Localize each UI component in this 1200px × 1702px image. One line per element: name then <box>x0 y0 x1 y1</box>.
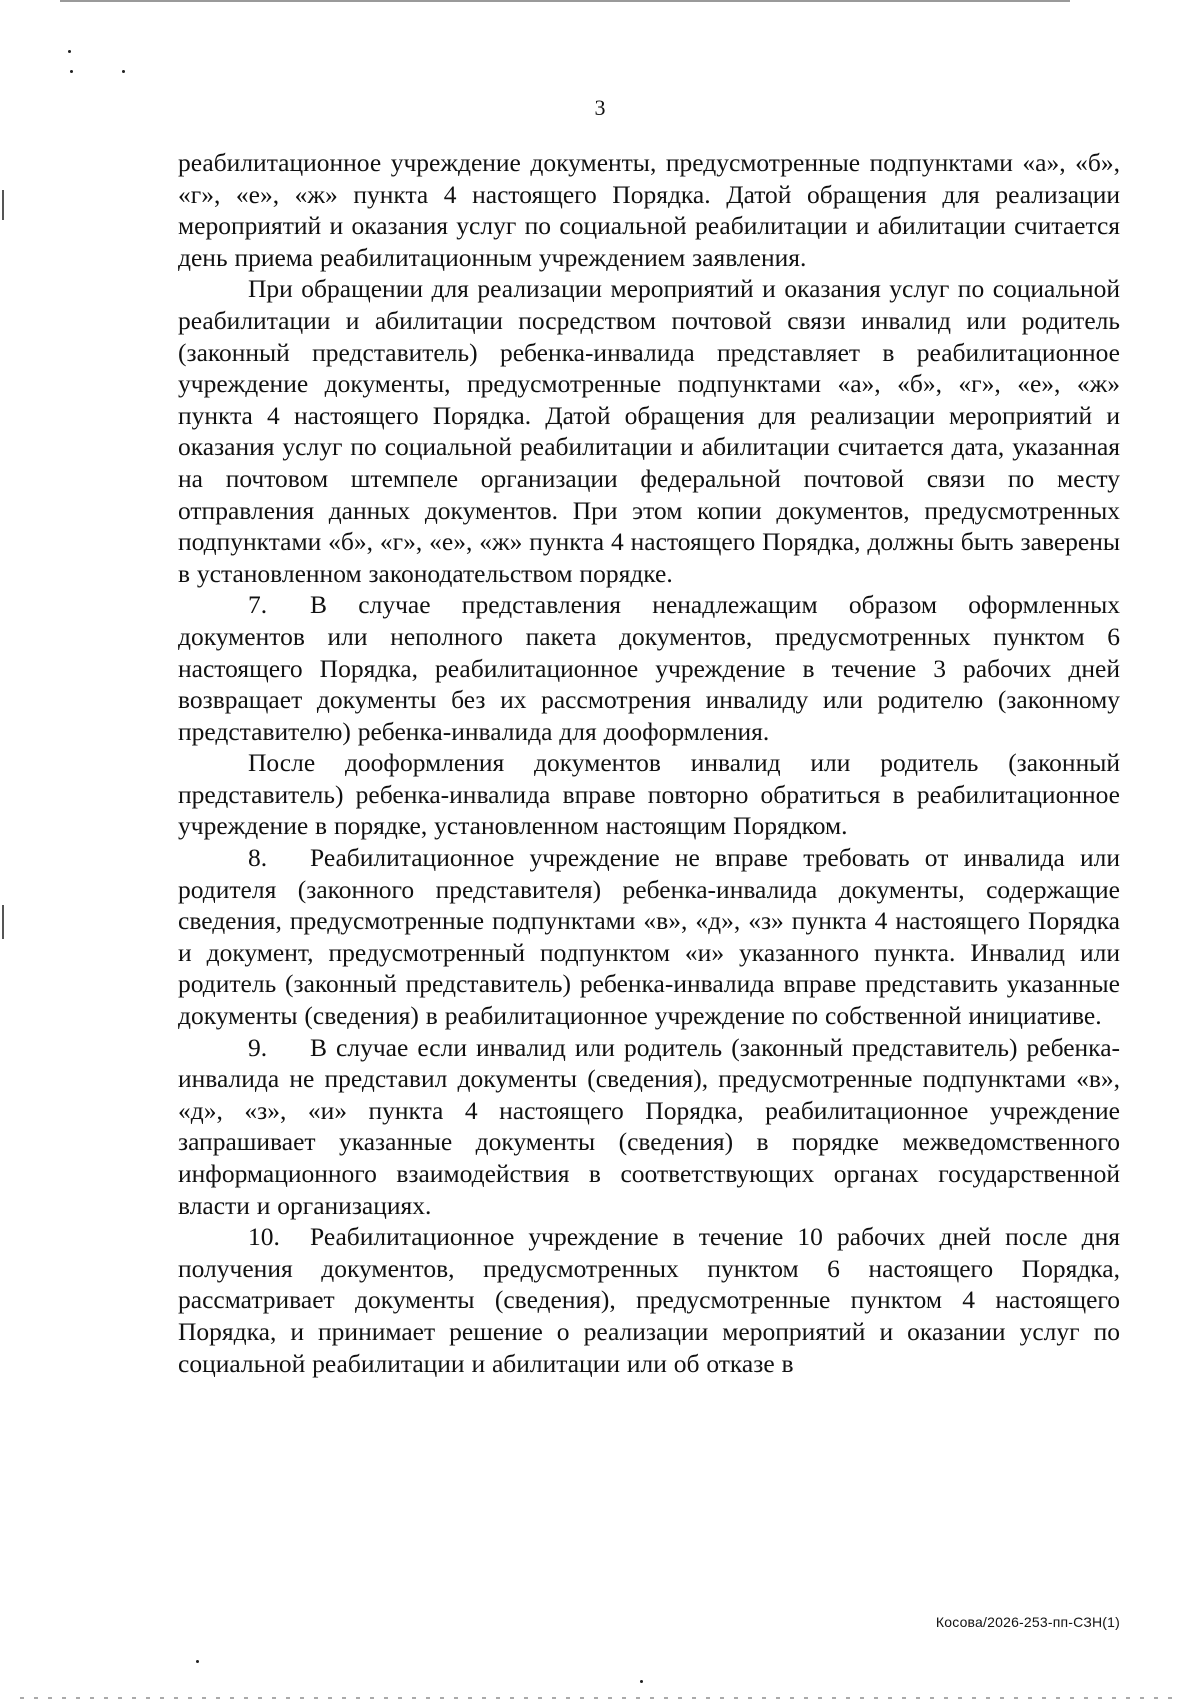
scan-speck <box>640 1680 643 1683</box>
top-border-line <box>60 0 1070 2</box>
paragraph-text: При обращении для реализации мероприятий и оказания услуг по социальной реабилитации и абилитации посредством почтовой связи инвалид или родитель (законный представитель) ребенка-инвалида представляет в реабилитационное учреждение документы, предусмотренные подпунктами «а», «б», «г», «е», «ж» пункта 4 настоящего Порядка. Датой обращения для реализации мероприятий и оказания услуг по социальной реабилитации и абилитации считается дата, указанная на почтовом штемпеле организации федеральной почтовой связи по месту отправления данных документов. При этом копии документов, предусмотренных подпунктами «б», «г», «е», «ж» пункта 4 настоящего Порядка, должны быть заверены в установленном законодательством порядке. <box>178 274 1120 588</box>
scan-bottom-noise <box>20 1697 1180 1699</box>
numbered-paragraph-9 <box>178 1032 1120 1222</box>
paragraph-text: Реабилитационное учреждение не вправе требовать от инвалида или родителя (законного представителя) ребенка-инвалида документы, содержащие сведения, предусмотренные подпунктами «в», «д», «з» пункта 4 настоящего Порядка и документ, предусмотренный подпунктом «и» указанного пункта. Инвалид или родитель (законный представитель) ребенка-инвалида вправе представить указанные документы (сведения) в реабилитационное учреждение по собственной инициативе. <box>178 843 1120 1031</box>
paragraph-number: 9. <box>248 1032 268 1062</box>
paragraph-text: После дооформления документов инвалид или родитель (законный представитель) ребенка-инвалида вправе повторно обратиться в реабилитационное учреждение в порядке, установленном настоящим Порядком. <box>178 748 1120 841</box>
paragraph-text: В случае если инвалид или родитель (законный представитель) ребенка-инвалида не представил документы (сведения), предусмотренные подпунктами «в», «д», «з», «и» пункта 4 настоящего Порядка, реабилитационное учреждение запрашивает указанные документы (сведения) в порядке межведомственного информационного взаимодействия в соответствующих органах государственной власти и организациях. <box>178 1032 1120 1220</box>
paragraph-number: 10. <box>248 1222 280 1252</box>
numbered-paragraph-7 <box>178 589 1120 747</box>
scan-edge-mark <box>2 905 4 939</box>
document-body <box>178 147 1120 1379</box>
paragraph-number: 7. <box>248 590 268 620</box>
numbered-paragraph-10 <box>178 1221 1120 1379</box>
scan-speck <box>68 50 71 53</box>
paragraph-text: В случае представления ненадлежащим образом оформленных документов или неполного пакета документов, предусмотренных пунктом 6 настоящего Порядка, реабилитационное учреждение в течение 3 рабочих дней возвращает документы без их рассмотрения инвалиду или родителю (законному представителю) ребенка-инвалида для дооформления. <box>178 590 1120 746</box>
scan-speck <box>196 1660 199 1663</box>
paragraph <box>178 273 1120 589</box>
paragraph-number: 8. <box>248 843 268 873</box>
scan-edge-mark <box>2 190 4 220</box>
scan-speck <box>122 70 125 73</box>
document-code: Косова/2026-253-пп-СЗН(1) <box>935 1614 1120 1630</box>
paragraph-text: Реабилитационное учреждение в течение 10 рабочих дней после дня получения документов, предусмотренных пунктом 6 настоящего Порядка, рассматривает документы (сведения), предусмотренные пунктом 4 настоящего Порядка, и принимает решение о реализации мероприятий и оказании услуг по социальной реабилитации и абилитации или об отказе в <box>178 1222 1120 1378</box>
page-number: 3 <box>594 95 606 120</box>
numbered-paragraph-8 <box>178 842 1120 1032</box>
paragraph <box>178 747 1120 842</box>
paragraph <box>178 147 1120 273</box>
paragraph-text: реабилитационное учреждение документы, предусмотренные подпунктами «а», «б», «г», «е», «ж» пункта 4 настоящего Порядка. Датой обращения для реализации мероприятий и оказания услуг по социальной реабилитации и абилитации считается день приема реабилитационным учреждением заявления. <box>178 148 1120 272</box>
scan-speck <box>70 70 73 73</box>
